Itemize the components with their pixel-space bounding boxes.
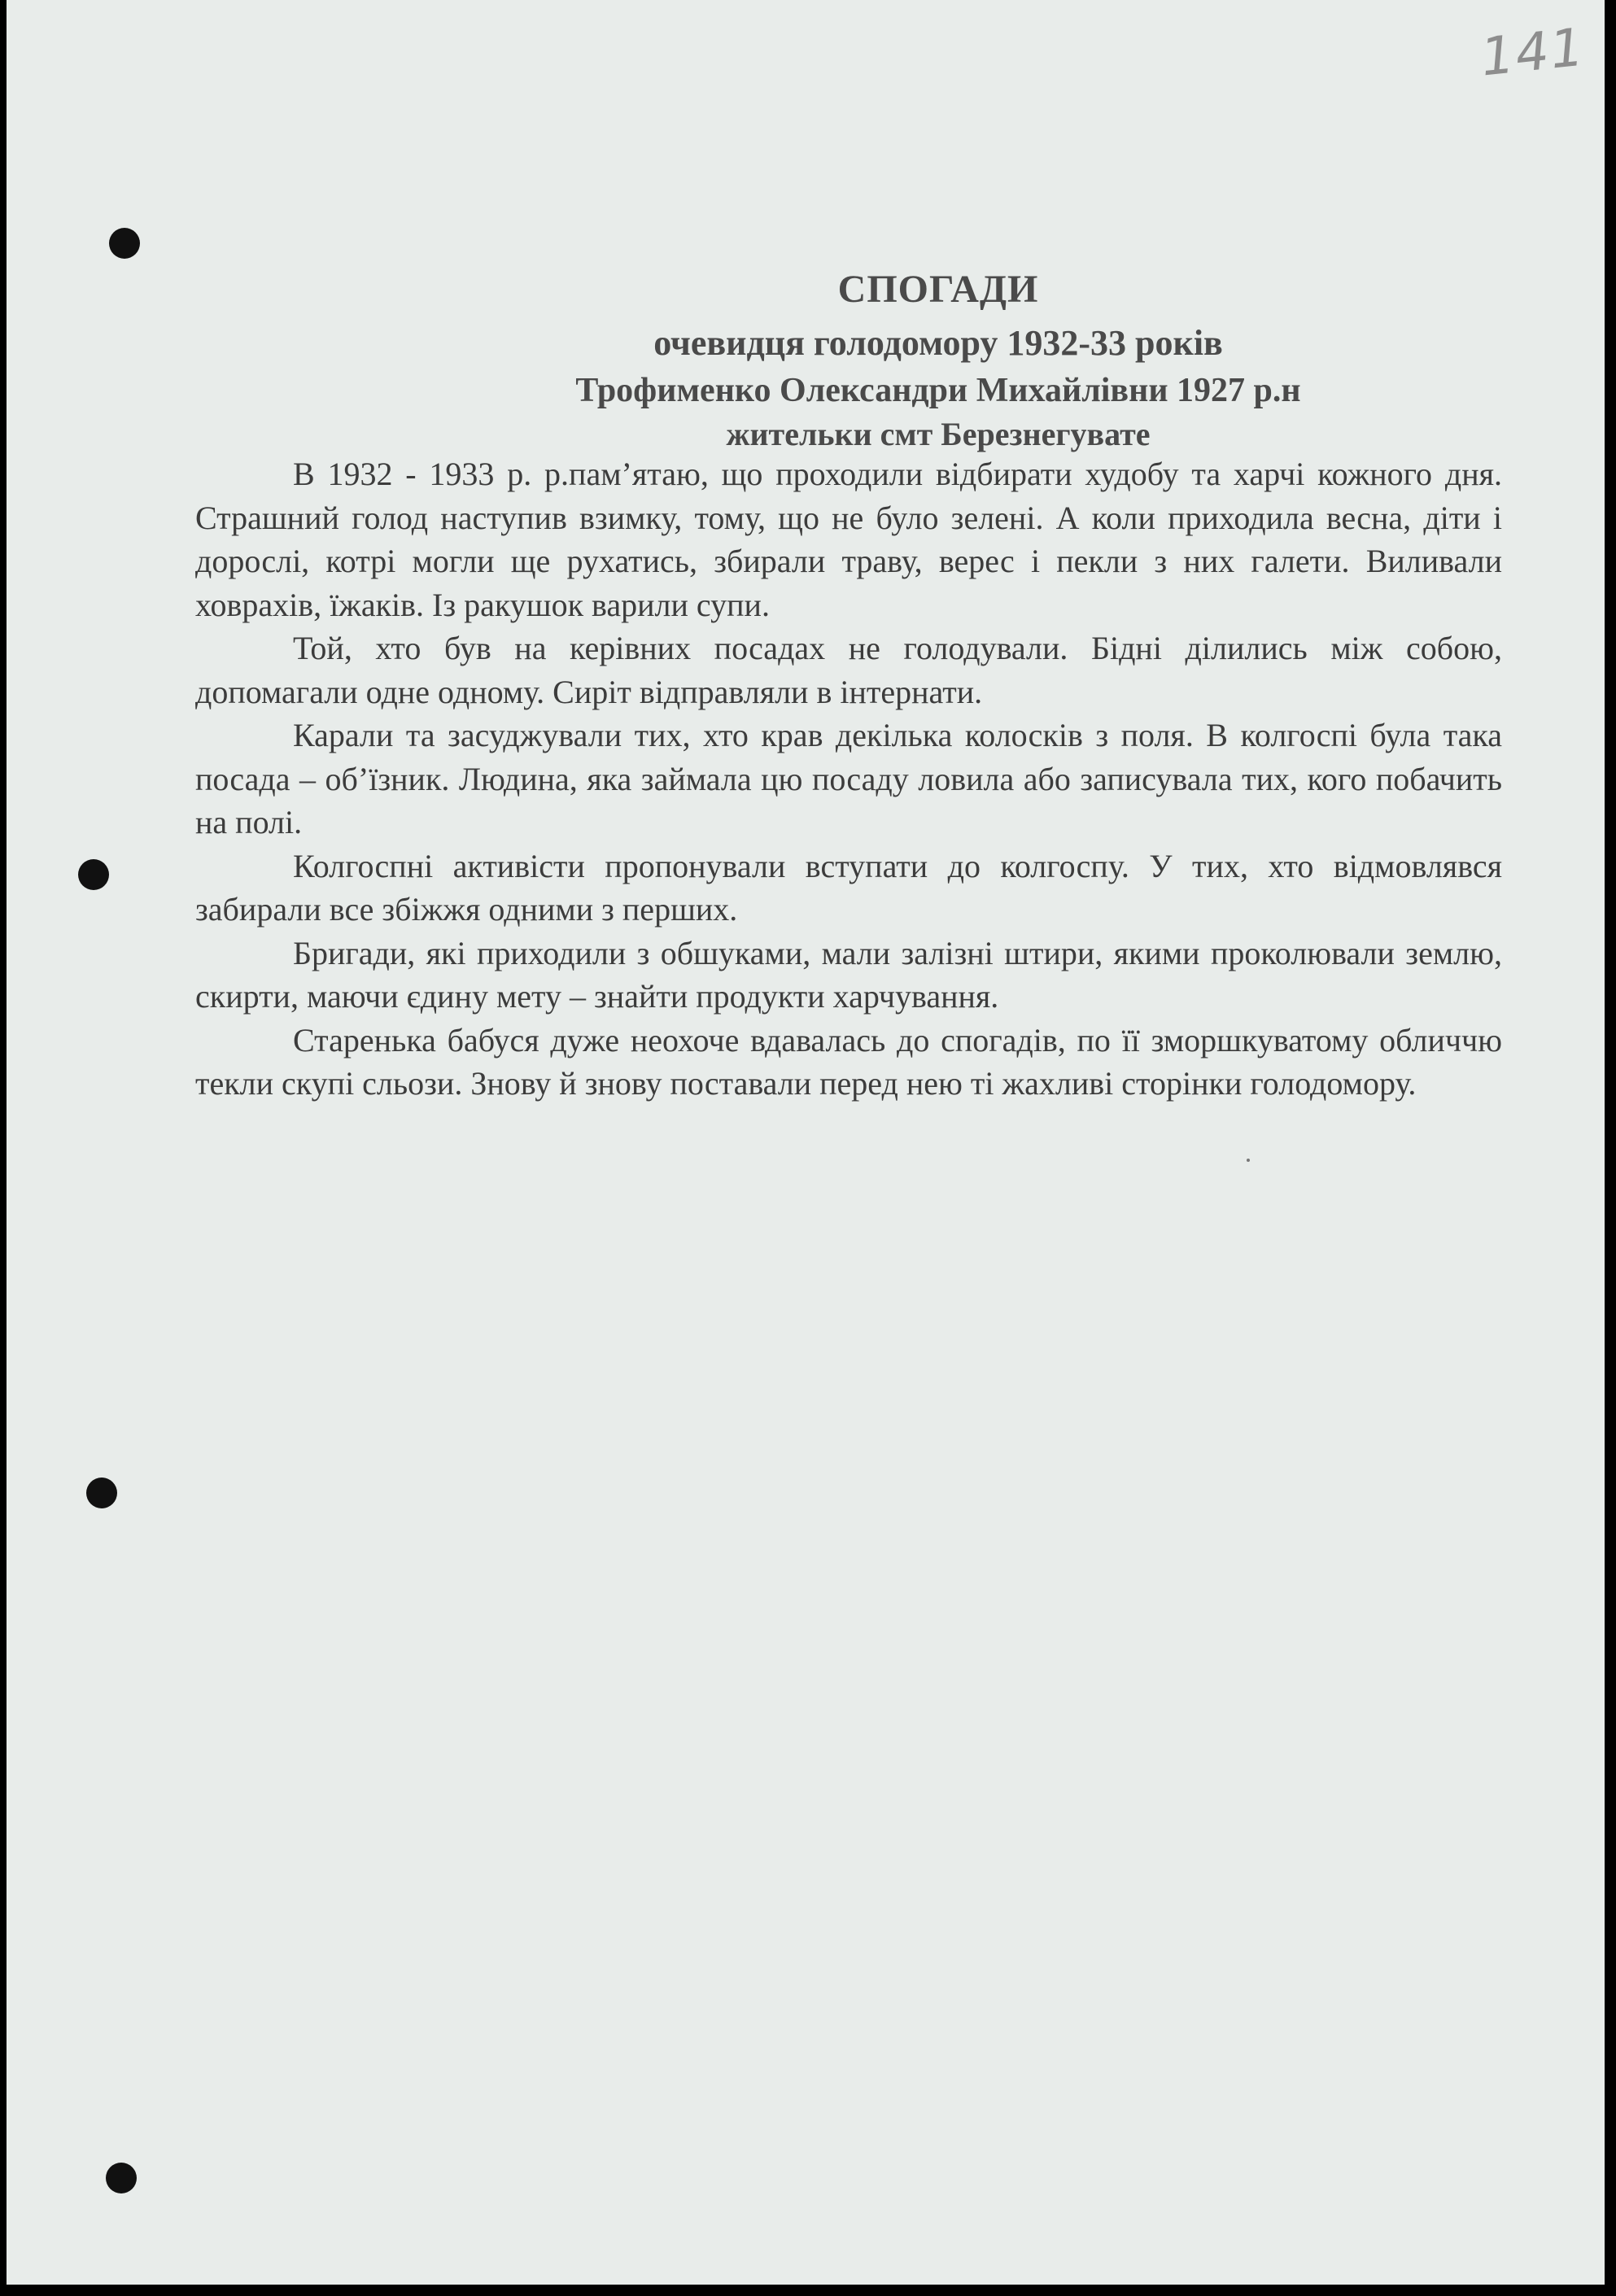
paragraph: Той, хто був на керівних посадах не голодували. Бідні ділились між собою, допомагали одне одному. Сиріт відправляли в інтернати. [195,630,1502,710]
paragraph: Колгоспні активісти пропонували вступати до колгоспу. У тих, хто відмовлявся забирали все збіжжя одними з перших. [195,847,1502,928]
punch-hole [109,228,140,259]
witness-residence: жительки смт Березнегувате [726,416,1151,452]
punch-hole [86,1478,117,1508]
witness-name: Трофименко Олександри Михайлівни 1927 р.н [575,372,1301,409]
document-body [195,452,1502,1106]
paper-speck [1247,1159,1250,1162]
document-title: СПОГАДИ [837,268,1039,311]
paragraph: Карали та засуджували тих, хто крав декілька колосків з поля. В колгоспі була така посада – об’їзник. Людина, яка займала цю посаду ловила або записувала тих, кого побачить на полі. [195,717,1502,840]
punch-hole [78,859,109,890]
paragraph: Бригади, які приходили з обшуками, мали залізні штири, якими проколювали землю, скирти, маючи єдину мету – знайти продукти харчування. [195,934,1502,1015]
paragraph: Старенька бабуся дуже неохоче вдавалась до спогадів, по її зморшкуватому обличчю текли скупі сльози. Знову й знову поставали перед нею ті жахливі сторінки голодомору. [195,1021,1502,1102]
paragraph: В 1932 - 1933 р. р.пам’ятаю, що проходили відбирати худобу та харчі кожного дня. Страшний голод наступив взимку, тому, що не було зелені. А коли приходила весна, діти і дорослі, котрі могли ще рухатись, збирали траву, верес і пекли з них галети. Виливали ховрахів, їжаків. Із ракушок варили супи. [195,456,1502,623]
document-subtitle: очевидця голодомору 1932-33 років [653,323,1223,363]
punch-hole [106,2163,137,2193]
document-page [7,0,1605,2285]
page-number: 141 [1478,17,1588,89]
